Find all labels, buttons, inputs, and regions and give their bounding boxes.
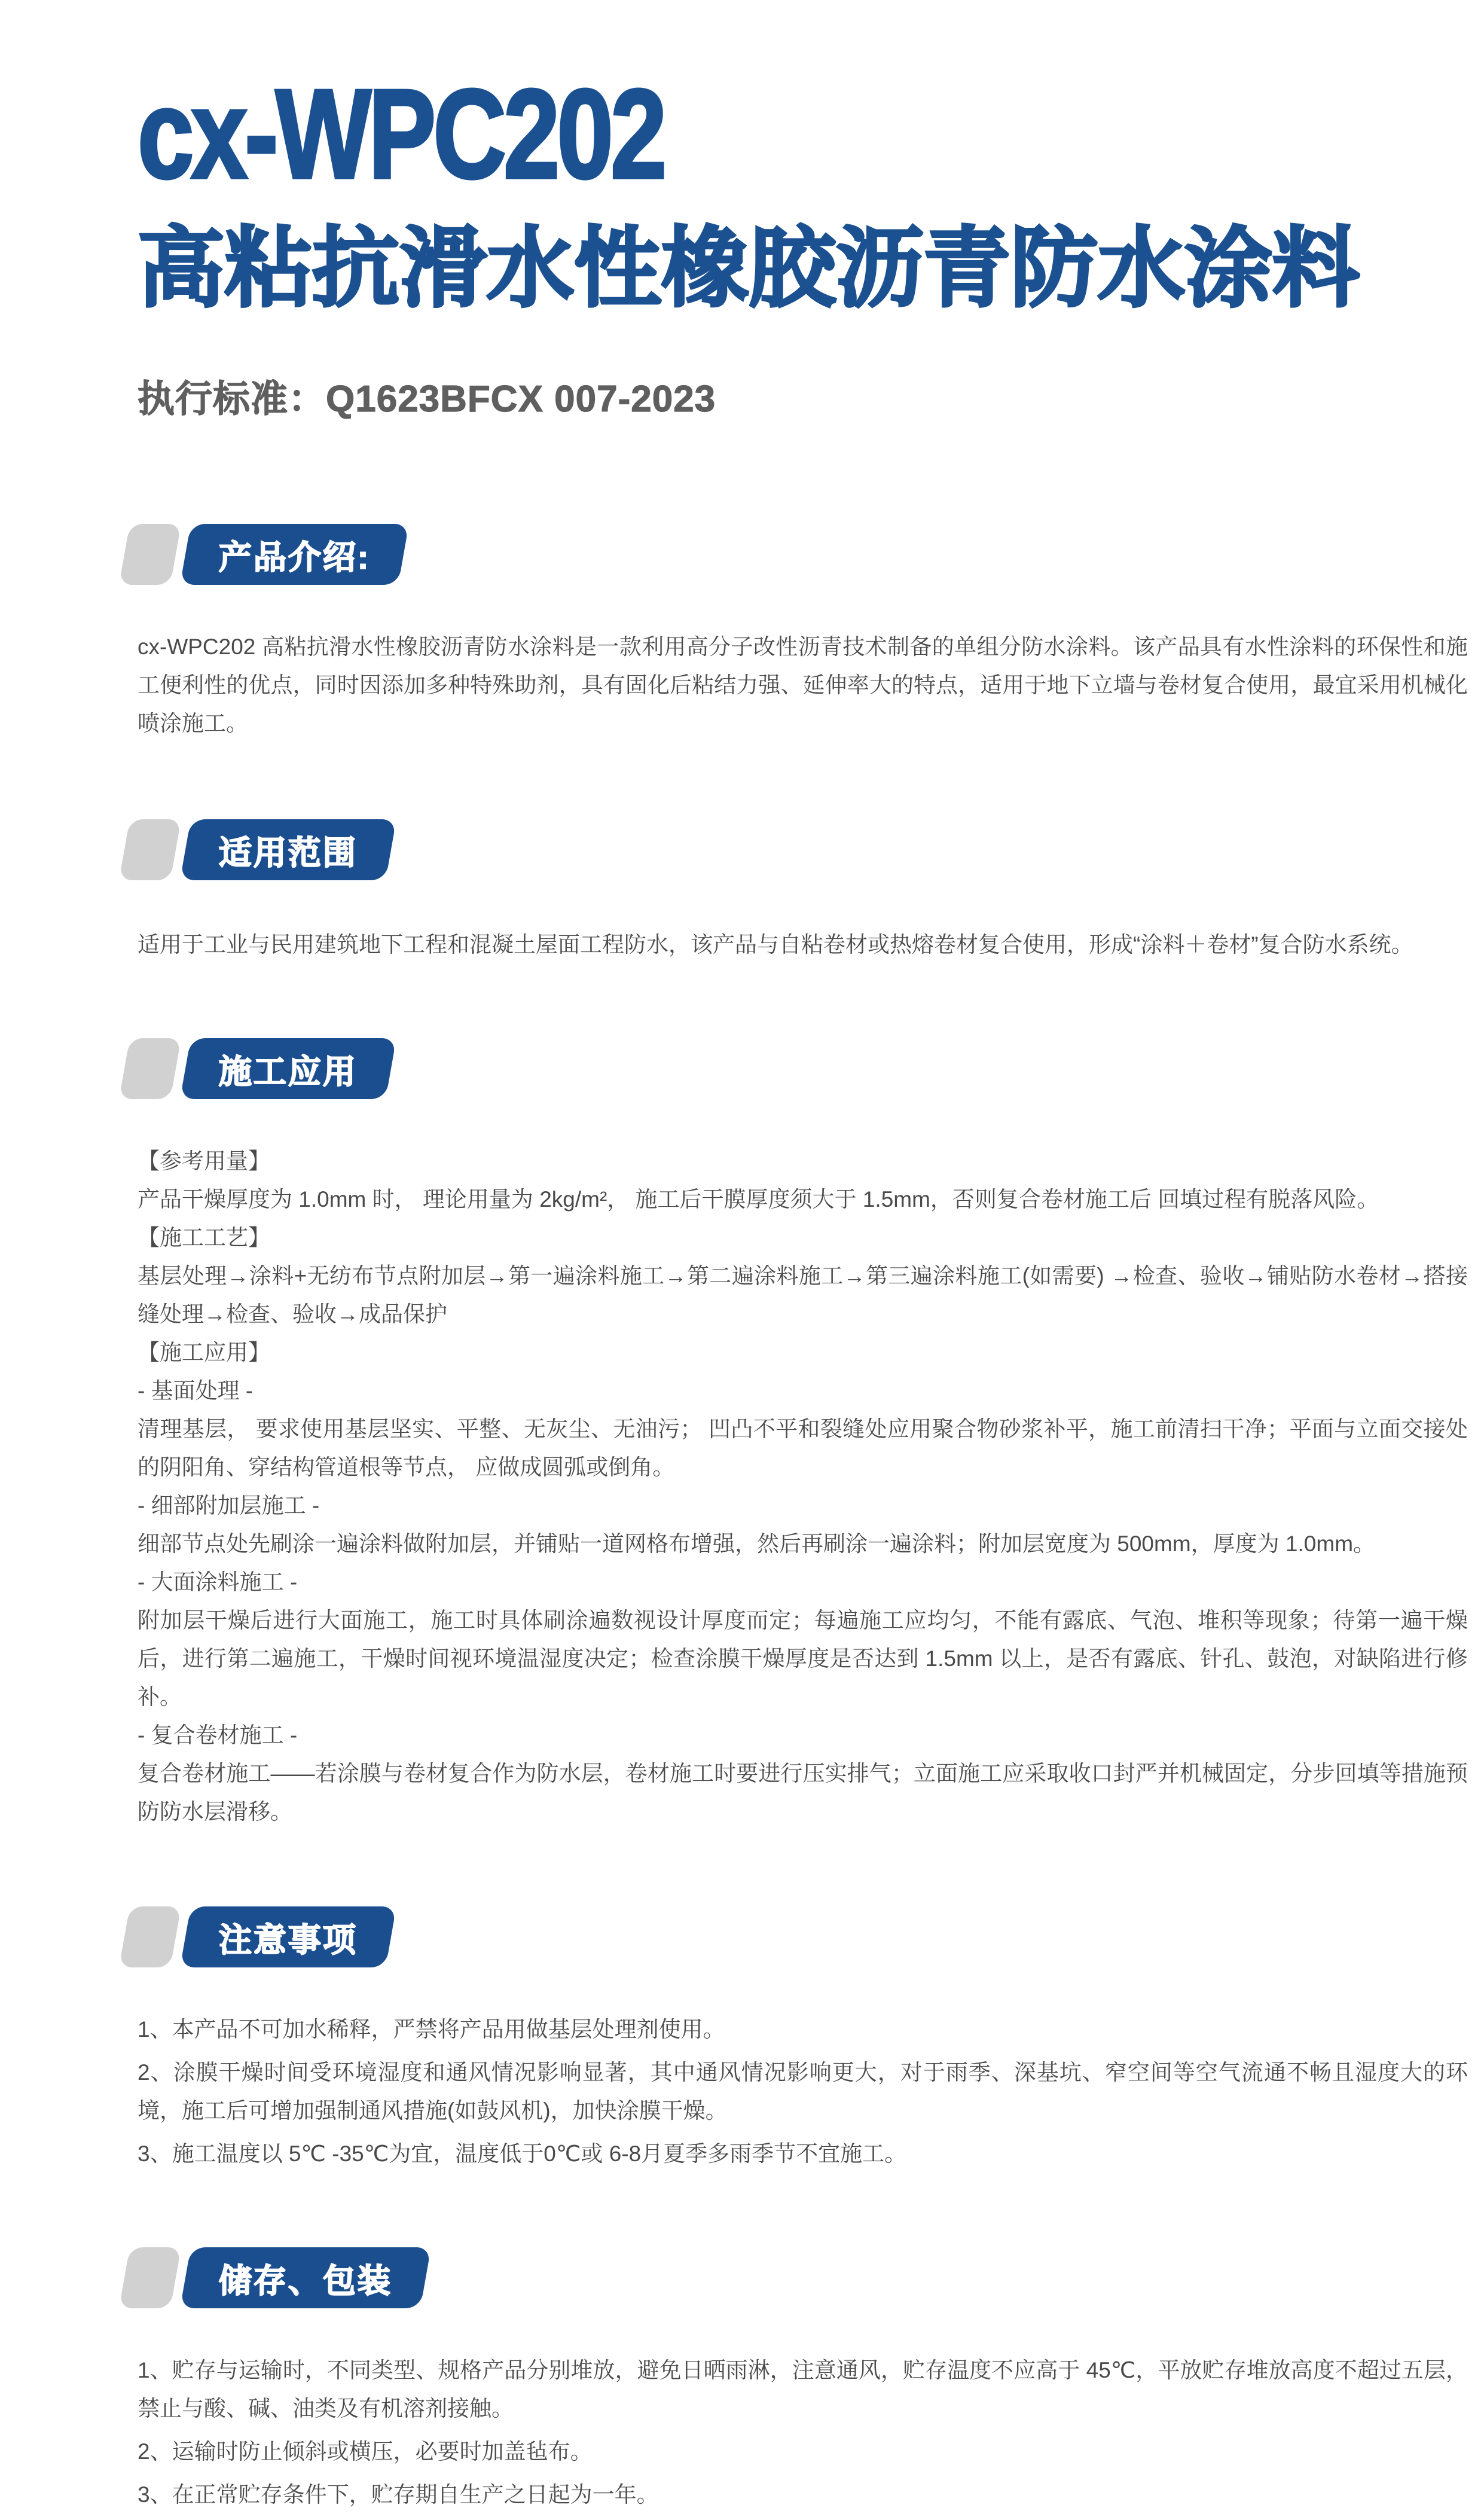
section-badge-gray-shape — [119, 2247, 181, 2308]
body-line: 清理基层， 要求使用基层坚实、平整、无灰尘、无油污； 凹凸不平和裂缝处应用聚合物砂浆补平，施工前清扫干净；平面与立面交接处的阴阳角、穿结构管道根等节点， 应做成圆弧或倒角。 — [138, 1417, 1468, 1480]
section-notes — [0, 1906, 1484, 2173]
page-header — [0, 0, 1484, 422]
section-badge-blue-shape — [180, 524, 409, 585]
body-line: 【施工工艺】 — [138, 1225, 270, 1250]
product-code-title: cx-WPC202 — [138, 63, 664, 205]
body-line: - 细部附加层施工 - — [138, 1493, 320, 1518]
body-line: 【施工应用】 — [138, 1340, 270, 1365]
body-line: 【参考用量】 — [138, 1149, 270, 1174]
section-body — [138, 926, 1468, 964]
section-body — [138, 2351, 1468, 2514]
body-line: 适用于工业与民用建筑地下工程和混凝土屋面工程防水，该产品与自粘卷材或热熔卷材复合使用，形成“涂料＋卷材”复合防水系统。 — [138, 932, 1413, 957]
body-line: - 大面涂料施工 - — [138, 1570, 298, 1595]
body-line: 复合卷材施工——若涂膜与卷材复合作为防水层，卷材施工时要进行压实排气；立面施工应采取收口封严并机械固定，分步回填等措施预防防水层滑移。 — [138, 1761, 1468, 1825]
body-line: 附加层干燥后进行大面施工，施工时具体刷涂遍数视设计厚度而定；每遍施工应均匀，不能有露底、气泡、堆积等现象；待第一遍干燥后，进行第二遍施工，干燥时间视环境温湿度决定；检查涂膜干燥厚度是否达到 1.5mm 以上，是否有露底、针孔、鼓泡，对缺陷进行修补。 — [138, 1608, 1468, 1710]
section-body — [138, 1142, 1468, 1831]
section-badge-gray-shape — [119, 1906, 181, 1967]
section-header — [124, 819, 1484, 880]
section-header — [124, 1906, 1484, 1967]
body-line: cx-WPC202 高粘抗滑水性橡胶沥青防水涂料是一款利用高分子改性沥青技术制备的单组分防水涂料。该产品具有水性涂料的环保性和施工便利性的优点，同时因添加多种特殊助剂，具有固化后粘结力强、延伸率大的特点，适用于地下立墙与卷材复合使用，最宜采用机械化喷涂施工。 — [138, 634, 1468, 736]
section-heading: 适用范围 — [219, 834, 358, 871]
section-badge-blue-shape — [180, 2247, 431, 2308]
section-intro — [0, 524, 1484, 743]
section-badge-blue-shape — [180, 1906, 396, 1967]
section-scope — [0, 819, 1484, 964]
sections-container — [0, 524, 1484, 2514]
body-line: 3、在正常贮存条件下，贮存期自生产之日起为一年。 — [138, 2482, 659, 2507]
body-line: - 复合卷材施工 - — [138, 1723, 298, 1748]
section-header — [124, 1038, 1484, 1099]
section-body — [138, 2010, 1468, 2173]
body-line: 产品干燥厚度为 1.0mm 时， 理论用量为 2kg/m²， 施工后干膜厚度须大于 1.5mm，否则复合卷材施工后 回填过程有脱落风险。 — [138, 1187, 1379, 1212]
body-line: - 基面处理 - — [138, 1378, 254, 1404]
section-body — [138, 628, 1468, 743]
body-line: 3、施工温度以 5℃ -35℃为宜，温度低于0℃或 6-8月夏季多雨季节不宜施工。 — [138, 2141, 907, 2167]
product-name-title: 高粘抗滑水性橡胶沥青防水涂料 — [138, 219, 1360, 317]
section-badge-blue-shape — [180, 1038, 396, 1099]
section-application — [0, 1038, 1484, 1831]
section-badge-gray-shape — [119, 819, 181, 880]
section-badge-gray-shape — [119, 1038, 181, 1099]
body-line: 基层处理→涂料+无纺布节点附加层→第一遍涂料施工→第二遍涂料施工→第三遍涂料施工(如需要) →检查、验收→铺贴防水卷材→搭接缝处理→检查、验收→成品保护 — [138, 1264, 1468, 1327]
section-heading: 施工应用 — [219, 1052, 358, 1090]
execution-standard-line: 执行标准：Q1623BFCX 007-2023 — [138, 379, 716, 420]
body-line: 2、涂膜干燥时间受环境湿度和通风情况影响显著，其中通风情况影响更大，对于雨季、深基坑、窄空间等空气流通不畅且湿度大的环境，施工后可增加强制通风措施(如鼓风机)，加快涂膜干燥。 — [138, 2060, 1468, 2124]
body-line: 2、运输时防止倾斜或横压，必要时加盖毡布。 — [138, 2439, 593, 2464]
section-storage — [0, 2247, 1484, 2514]
section-badge-gray-shape — [119, 524, 181, 585]
section-heading: 储存、包装 — [219, 2262, 393, 2299]
section-header — [124, 524, 1484, 585]
body-line: 1、贮存与运输时，不同类型、规格产品分别堆放，避免日晒雨淋，注意通风，贮存温度不应高于 45℃，平放贮存堆放高度不超过五层，禁止与酸、碱、油类及有机溶剂接触。 — [138, 2358, 1468, 2421]
section-header — [124, 2247, 1484, 2308]
body-line: 细部节点处先刷涂一遍涂料做附加层，并铺贴一道网格布增强，然后再刷涂一遍涂料；附加层宽度为 500mm，厚度为 1.0mm。 — [138, 1531, 1376, 1557]
section-badge-blue-shape — [180, 819, 396, 880]
section-heading: 产品介绍: — [219, 538, 371, 576]
section-heading: 注意事项 — [219, 1921, 358, 1958]
body-line: 1、本产品不可加水稀释，严禁将产品用做基层处理剂使用。 — [138, 2017, 725, 2042]
